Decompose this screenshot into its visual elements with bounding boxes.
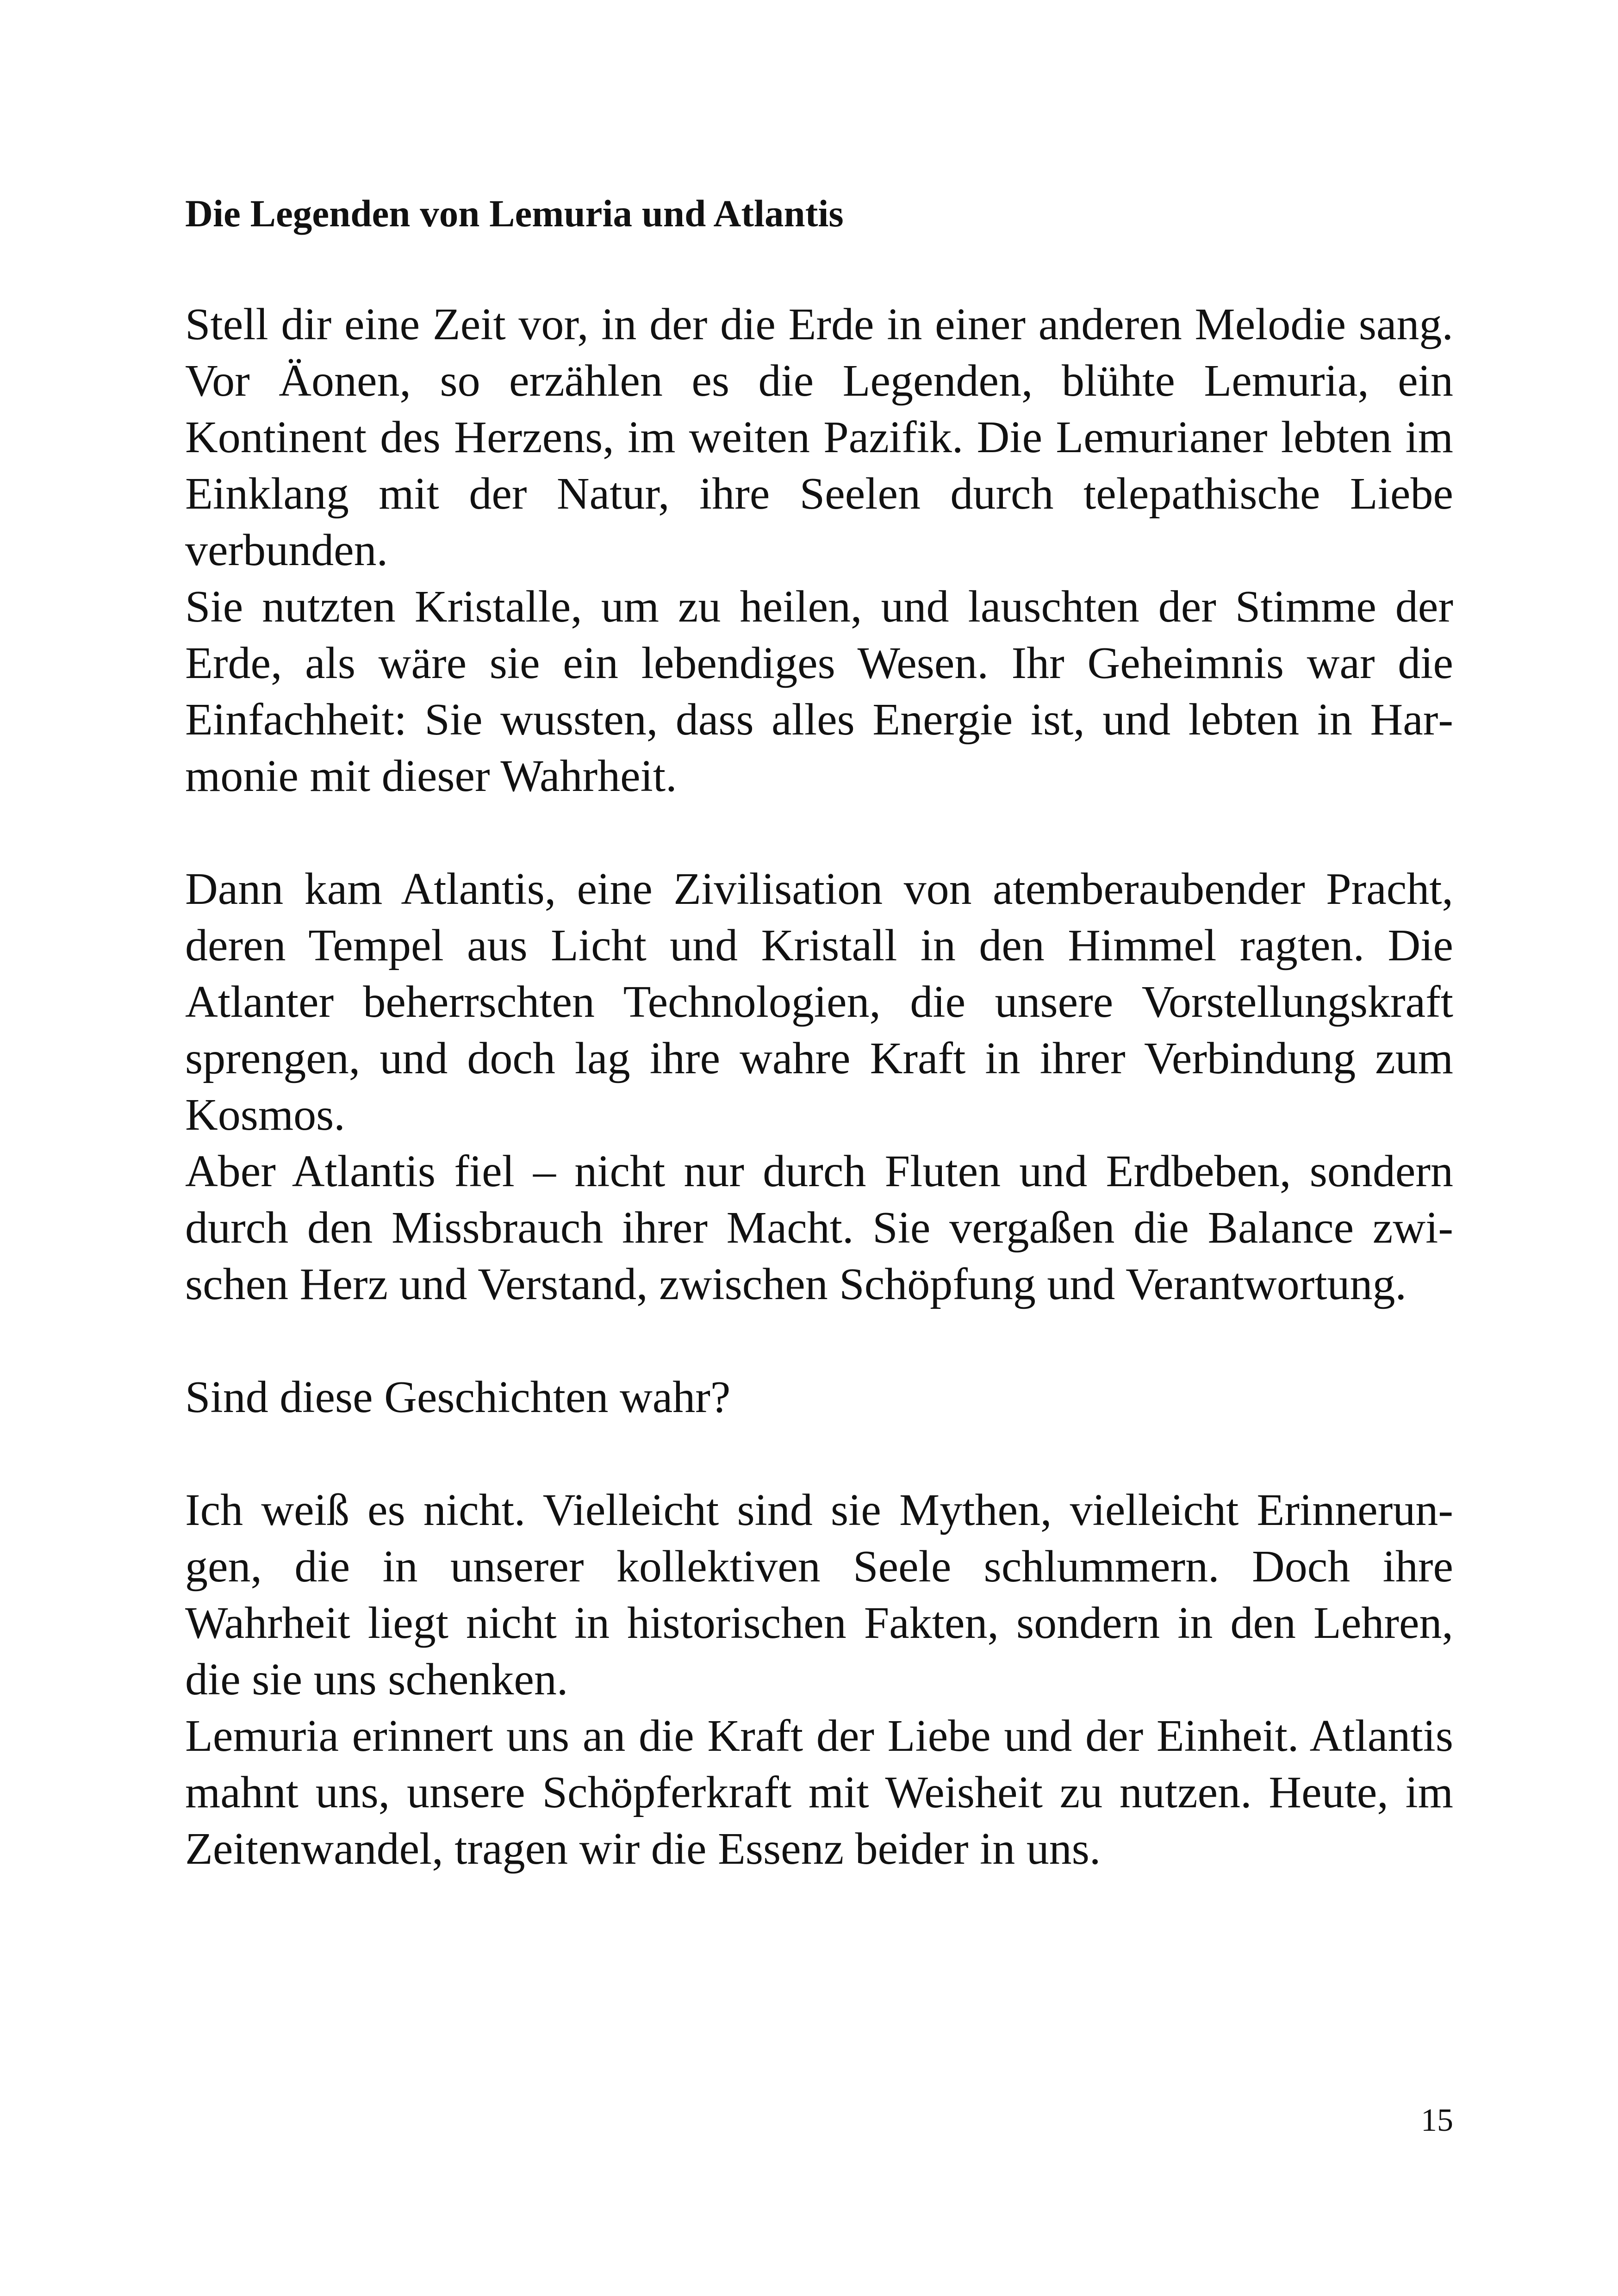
paragraph-reflection: Ich weiß es nicht. Vielleicht sind sie Mythen, vielleicht Erinnerungen, die in unserer kollektiven Seele schlummern. Doch ihre Wahrheit liegt nicht in historischen Fakten, sondern in den Lehren, die sie uns schenken.: [185, 1485, 1453, 1705]
page-body: [185, 185, 1453, 1877]
paragraph-lemuria-intro: Stell dir eine Zeit vor, in der die Erde in einer anderen Melodie sang. Vor Äonen, so erzählen es die Legenden, blühte Lemuria, ein Kontinent des Herzens, im weiten Pazifik. Die Lemurianer lebten im Einklang mit der Natur, ihre Seelen durch telepathische Liebe verbunden.: [185, 299, 1453, 575]
paragraph-atlantis-fall: Aber Atlantis fiel – nicht nur durch Fluten und Erdbeben, sondern durch den Missbrauch ihrer Macht. Sie vergaßen die Balance zwischen Herz und Verstand, zwischen Schöpfung und Verantwortung.: [185, 1146, 1453, 1309]
paragraph-atlantis-intro: Dann kam Atlantis, eine Zivilisation von atemberaubender Pracht, deren Tempel aus Licht und Kristall in den Himmel ragten. Die Atlanter beherrschten Technologien, die unsere Vorstellungskraft sprengen, und doch lag ihre wahre Kraft in ihrer Verbindung zum Kosmos.: [185, 864, 1453, 1140]
paragraph-spacer: [185, 1313, 1453, 1369]
paragraph-question: Sind diese Geschichten wahr?: [185, 1372, 731, 1422]
page-number: 15: [1421, 2103, 1453, 2138]
paragraph-spacer: [185, 1425, 1453, 1482]
chapter-title: Die Legenden von Lemuria und Atlantis: [185, 192, 844, 235]
paragraph-conclusion: Lemuria erinnert uns an die Kraft der Liebe und der Einheit. Atlantis mahnt uns, unsere Schöpferkraft mit Weisheit zu nutzen. Heute, im Zeitenwandel, tragen wir die Essenz beider in uns.: [185, 1711, 1453, 1874]
paragraph-lemuria-crystals: Sie nutzten Kristalle, um zu heilen, und lauschten der Stimme der Erde, als wäre sie ein lebendiges Wesen. Ihr Geheimnis war die Einfachheit: Sie wussten, dass alles Energie ist, und lebten in Harmonie mit dieser Wahrheit.: [185, 582, 1453, 801]
paragraph-spacer: [185, 804, 1453, 861]
